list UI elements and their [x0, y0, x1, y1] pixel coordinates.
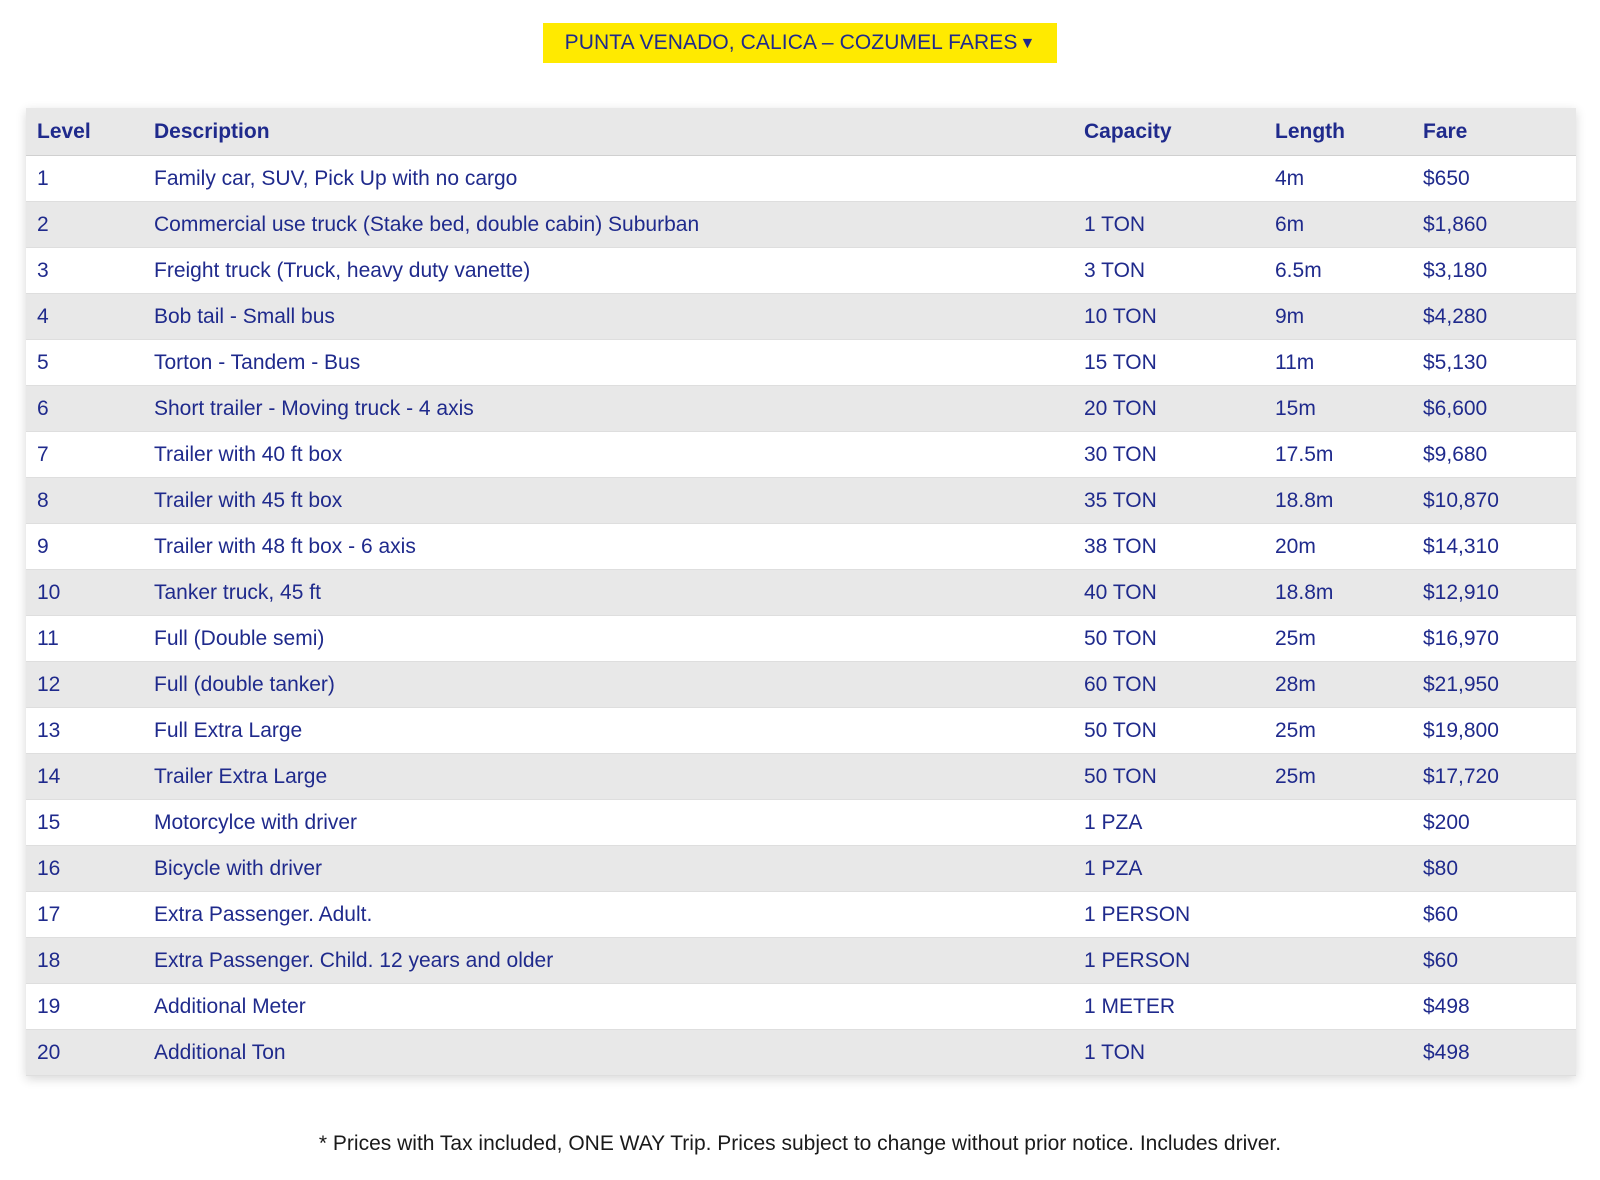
cell-level: 19 [26, 984, 143, 1030]
table-row [26, 386, 1576, 432]
cell-level: 5 [26, 340, 143, 386]
cell-fare: $19,800 [1412, 708, 1576, 754]
table-row [26, 708, 1576, 754]
cell-length: 25m [1264, 754, 1412, 800]
cell-description: Full (Double semi) [143, 616, 1073, 662]
cell-fare: $200 [1412, 800, 1576, 846]
cell-length [1264, 938, 1412, 984]
cell-capacity: 1 PERSON [1073, 938, 1264, 984]
cell-description: Trailer with 45 ft box [143, 478, 1073, 524]
header-length: Length [1264, 108, 1412, 156]
cell-description: Commercial use truck (Stake bed, double cabin) Suburban [143, 202, 1073, 248]
cell-description: Full Extra Large [143, 708, 1073, 754]
cell-level: 20 [26, 1030, 143, 1076]
cell-fare: $60 [1412, 892, 1576, 938]
fares-table-container [26, 108, 1576, 1076]
cell-length [1264, 892, 1412, 938]
cell-fare: $1,860 [1412, 202, 1576, 248]
cell-length: 9m [1264, 294, 1412, 340]
cell-level: 3 [26, 248, 143, 294]
cell-fare: $16,970 [1412, 616, 1576, 662]
cell-capacity: 1 PERSON [1073, 892, 1264, 938]
cell-level: 17 [26, 892, 143, 938]
cell-capacity: 30 TON [1073, 432, 1264, 478]
cell-level: 13 [26, 708, 143, 754]
cell-capacity: 50 TON [1073, 708, 1264, 754]
cell-capacity: 1 TON [1073, 202, 1264, 248]
cell-fare: $60 [1412, 938, 1576, 984]
table-row [26, 432, 1576, 478]
cell-capacity: 35 TON [1073, 478, 1264, 524]
cell-fare: $80 [1412, 846, 1576, 892]
header-capacity: Capacity [1073, 108, 1264, 156]
cell-description: Torton - Tandem - Bus [143, 340, 1073, 386]
cell-capacity: 1 PZA [1073, 800, 1264, 846]
cell-description: Freight truck (Truck, heavy duty vanette) [143, 248, 1073, 294]
cell-level: 2 [26, 202, 143, 248]
table-row [26, 340, 1576, 386]
cell-description: Full (double tanker) [143, 662, 1073, 708]
header-fare: Fare [1412, 108, 1576, 156]
cell-level: 11 [26, 616, 143, 662]
cell-length [1264, 984, 1412, 1030]
cell-fare: $6,600 [1412, 386, 1576, 432]
table-row [26, 202, 1576, 248]
cell-capacity: 20 TON [1073, 386, 1264, 432]
cell-description: Short trailer - Moving truck - 4 axis [143, 386, 1073, 432]
cell-fare: $9,680 [1412, 432, 1576, 478]
cell-fare: $14,310 [1412, 524, 1576, 570]
cell-description: Bob tail - Small bus [143, 294, 1073, 340]
cell-capacity: 15 TON [1073, 340, 1264, 386]
cell-description: Family car, SUV, Pick Up with no cargo [143, 156, 1073, 202]
cell-length: 25m [1264, 708, 1412, 754]
cell-capacity: 38 TON [1073, 524, 1264, 570]
cell-length [1264, 1030, 1412, 1076]
fares-table [26, 108, 1576, 1076]
table-row [26, 938, 1576, 984]
cell-description: Trailer with 48 ft box - 6 axis [143, 524, 1073, 570]
cell-level: 16 [26, 846, 143, 892]
cell-length: 18.8m [1264, 570, 1412, 616]
cell-description: Bicycle with driver [143, 846, 1073, 892]
cell-description: Motorcylce with driver [143, 800, 1073, 846]
cell-capacity [1073, 156, 1264, 202]
cell-description: Extra Passenger. Child. 12 years and older [143, 938, 1073, 984]
cell-fare: $21,950 [1412, 662, 1576, 708]
cell-description: Trailer with 40 ft box [143, 432, 1073, 478]
table-body [26, 156, 1576, 1076]
cell-fare: $498 [1412, 984, 1576, 1030]
table-row [26, 800, 1576, 846]
caret-down-icon: ▼ [1019, 35, 1036, 52]
cell-fare: $498 [1412, 1030, 1576, 1076]
cell-length: 20m [1264, 524, 1412, 570]
cell-level: 7 [26, 432, 143, 478]
cell-level: 12 [26, 662, 143, 708]
title-bar [0, 23, 1600, 63]
fares-dropdown-toggle[interactable] [543, 23, 1058, 63]
table-row [26, 248, 1576, 294]
table-row [26, 1030, 1576, 1076]
cell-level: 15 [26, 800, 143, 846]
table-row [26, 846, 1576, 892]
cell-length: 17.5m [1264, 432, 1412, 478]
cell-capacity: 50 TON [1073, 616, 1264, 662]
table-row [26, 570, 1576, 616]
cell-description: Trailer Extra Large [143, 754, 1073, 800]
cell-fare: $3,180 [1412, 248, 1576, 294]
table-row [26, 524, 1576, 570]
fares-dropdown-label: PUNTA VENADO, CALICA – COZUMEL FARES [564, 31, 1018, 54]
cell-length: 6m [1264, 202, 1412, 248]
footnote: * Prices with Tax included, ONE WAY Trip. Prices subject to change without prior notice. Includes driver. [318, 1132, 1282, 1155]
cell-fare: $5,130 [1412, 340, 1576, 386]
cell-capacity: 1 METER [1073, 984, 1264, 1030]
cell-length: 6.5m [1264, 248, 1412, 294]
cell-length [1264, 846, 1412, 892]
cell-description: Extra Passenger. Adult. [143, 892, 1073, 938]
cell-description: Additional Meter [143, 984, 1073, 1030]
cell-fare: $17,720 [1412, 754, 1576, 800]
cell-capacity: 50 TON [1073, 754, 1264, 800]
cell-capacity: 3 TON [1073, 248, 1264, 294]
header-level: Level [26, 108, 143, 156]
table-row [26, 754, 1576, 800]
cell-length: 25m [1264, 616, 1412, 662]
cell-length: 11m [1264, 340, 1412, 386]
cell-length [1264, 800, 1412, 846]
cell-level: 18 [26, 938, 143, 984]
table-row [26, 662, 1576, 708]
cell-description: Tanker truck, 45 ft [143, 570, 1073, 616]
cell-fare: $650 [1412, 156, 1576, 202]
cell-level: 10 [26, 570, 143, 616]
table-row [26, 984, 1576, 1030]
cell-length: 4m [1264, 156, 1412, 202]
cell-length: 18.8m [1264, 478, 1412, 524]
cell-length: 15m [1264, 386, 1412, 432]
table-header-row [26, 108, 1576, 156]
cell-capacity: 40 TON [1073, 570, 1264, 616]
cell-level: 1 [26, 156, 143, 202]
cell-fare: $12,910 [1412, 570, 1576, 616]
cell-level: 6 [26, 386, 143, 432]
table-row [26, 294, 1576, 340]
cell-level: 14 [26, 754, 143, 800]
table-row [26, 892, 1576, 938]
cell-length: 28m [1264, 662, 1412, 708]
cell-level: 8 [26, 478, 143, 524]
cell-level: 4 [26, 294, 143, 340]
header-description: Description [143, 108, 1073, 156]
table-row [26, 156, 1576, 202]
cell-capacity: 1 PZA [1073, 846, 1264, 892]
cell-capacity: 1 TON [1073, 1030, 1264, 1076]
cell-fare: $4,280 [1412, 294, 1576, 340]
cell-fare: $10,870 [1412, 478, 1576, 524]
cell-level: 9 [26, 524, 143, 570]
table-row [26, 478, 1576, 524]
cell-description: Additional Ton [143, 1030, 1073, 1076]
cell-capacity: 60 TON [1073, 662, 1264, 708]
cell-capacity: 10 TON [1073, 294, 1264, 340]
table-row [26, 616, 1576, 662]
